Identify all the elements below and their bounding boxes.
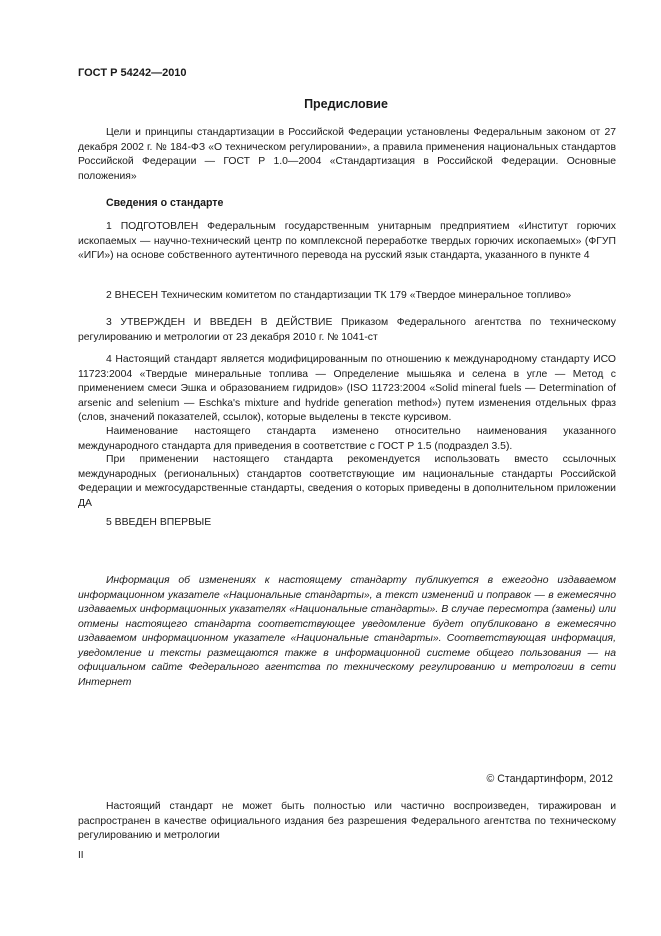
document-id: ГОСТ Р 54242—2010 — [78, 67, 187, 79]
page-title: Предисловие — [304, 97, 388, 111]
item-2-paragraph: 2 ВНЕСЕН Техническим комитетом по стандартизации ТК 179 «Твердое минеральное топливо» — [106, 290, 572, 301]
amendments-notice: Информация об изменениях к настоящему стандарту публикуется в ежегодно издаваемом информационном указателе «Национальные стандарты», а текст изменений и поправок — в ежемесячно издаваемых информационных указателях «Национальные стандарты». В случае пересмотра (замены) или отмены настоящего стандарта соответствующее уведомление будет опубликовано в ежемесячно издаваемом информационном указателе «Национальные стандарты». Соответствующая информация, уведомление и тексты размещаются также в информационной системе общего пользования — на официальном сайте Федерального агентства по техническому регулированию и метрологии в сети Интернет — [78, 575, 616, 688]
item-4-paragraph: 4 Настоящий стандарт является модифицированным по отношению к международному стандарту ИСО 11723:2004 «Твердые минеральные топлива — Определение мышьяка и селена в угле — Метод с применением смеси Эшка и образованием гидридов» (ISO 11723:2004 «Solid mineral fuels — Determination of arsenic and selenium — Eschka's mixture and hydride generation method») путем изменения отдельных фраз (слов, значений показателей, ссылок), которые выделены в тексте курсивом. — [78, 354, 616, 423]
item-5-paragraph: 5 ВВЕДЕН ВПЕРВЫЕ — [106, 517, 212, 528]
reproduction-notice: Настоящий стандарт не может быть полностью или частично воспроизведен, тиражирован и распространен в качестве официального издания без разрешения Федерального агентства по техническому регулированию и метрологии — [78, 801, 616, 841]
intro-paragraph: Цели и принципы стандартизации в Российской Федерации установлены Федеральным законом от 27 декабря 2002 г. № 184-ФЗ «О техническом регулировании», а правила применения национальных стандартов Российской Федерации — ГОСТ Р 1.0—2004 «Стандартизация в Российской Федерации. Основные положения» — [78, 127, 616, 182]
copyright-line: © Стандартинформ, 2012 — [486, 773, 613, 785]
item-3-paragraph: 3 УТВЕРЖДЕН И ВВЕДЕН В ДЕЙСТВИЕ Приказом Федерального агентства по техническому регулированию и метрологии от 23 декабря 2010 г. № 1041-ст — [78, 317, 616, 343]
item-4-references-paragraph: При применении настоящего стандарта рекомендуется использовать вместо ссылочных международных (региональных) стандартов соответствующие им национальные стандарты Российской Федерации и межгосударственные стандарты, сведения о которых приведены в дополнительном приложении ДА — [78, 454, 616, 509]
item-4-name-change-paragraph: Наименование настоящего стандарта изменено относительно наименования указанного международного стандарта для приведения в соответствие с ГОСТ Р 1.5 (подраздел 3.5). — [78, 426, 616, 452]
section-subheading: Сведения о стандарте — [106, 197, 224, 209]
page-number: II — [78, 850, 84, 861]
item-1-paragraph: 1 ПОДГОТОВЛЕН Федеральным государственным унитарным предприятием «Институт горючих ископаемых — научно-технический центр по комплексной переработке твердых горючих ископаемых» (ФГУП «ИГИ») на основе собственного аутентичного перевода на русский язык стандарта, указанного в пункте 4 — [78, 221, 616, 261]
